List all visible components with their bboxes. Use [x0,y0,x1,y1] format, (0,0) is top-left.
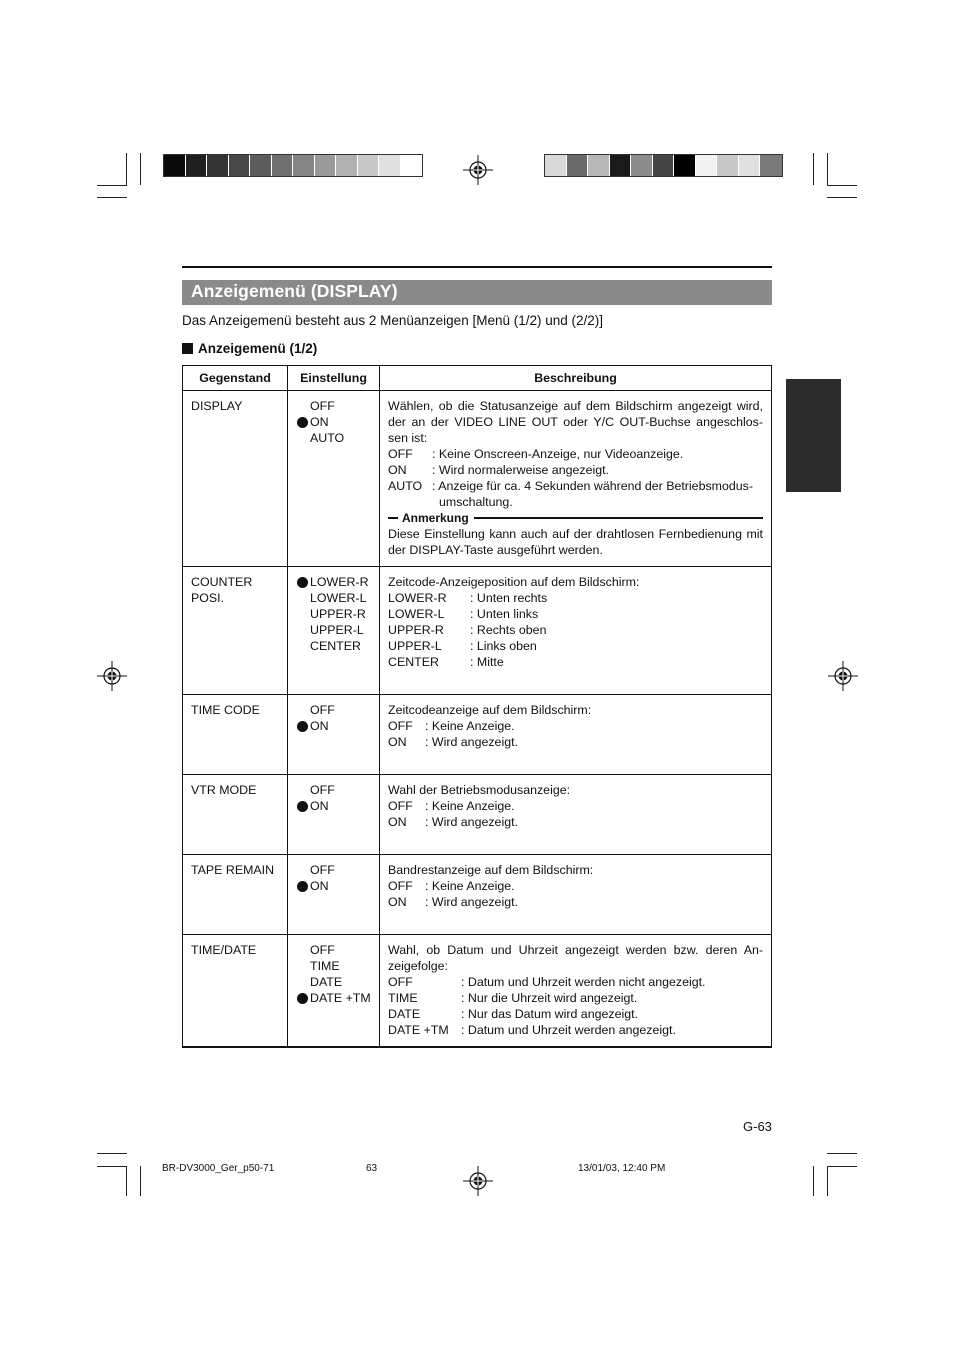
definition-key: AUTO [388,479,423,493]
crop-mark [827,1166,828,1196]
definition-key: LOWER-L [388,607,445,621]
definition-key: OFF [388,879,413,893]
setting-option-label: OFF [310,943,335,957]
color-swatch [315,155,337,176]
setting-option-label: OFF [310,703,335,717]
color-swatch [696,155,718,176]
crop-mark [97,1166,127,1167]
table-row [183,391,772,567]
page-title: Anzeigemenü (DISPLAY) [191,281,398,301]
registration-mark-icon [97,661,127,691]
table-row [183,567,772,695]
table-header-row [183,366,772,391]
setting-option [297,782,379,798]
definition-line [388,654,763,670]
setting-option [297,718,379,734]
definition-value: : Unten links [470,607,539,621]
definition-line [388,446,763,462]
table-row [183,775,772,855]
definition-line [388,814,763,830]
setting-option-label: TIME [310,959,340,973]
crop-mark [140,153,141,185]
crop-mark [97,1153,127,1154]
setting-options [288,935,380,1048]
color-swatch [717,155,739,176]
definition-value: : Unten rechts [470,591,548,605]
color-swatch [186,155,208,176]
definition-value: : Nur das Datum wird angezeigt. [461,1007,638,1021]
default-setting-bullet-icon [297,801,308,812]
setting-option [297,974,379,990]
definition-line [388,718,763,734]
footer-timestamp: 13/01/03, 12:40 PM [578,1163,666,1174]
definition-value: : Mitte [470,655,504,669]
crop-mark [827,185,857,186]
description-lead: Zeitcodeanzeige auf dem Bildschirm: [388,703,592,717]
footer-file: BR-DV3000_Ger_p50-71 [162,1163,275,1174]
note-label: Anmerkung [402,511,469,525]
table-row [183,855,772,935]
definition-key: ON [388,815,407,829]
definition-line [388,894,763,910]
color-swatch [358,155,380,176]
setting-option-label: ON [310,799,329,813]
color-swatch [229,155,251,176]
definition-value: : Anzeige für ca. 4 Sekunden während der Betriebsmodus-umschaltung. [432,479,753,509]
setting-option [297,398,379,414]
definition-line [388,798,763,814]
page-number: G-63 [743,1119,772,1134]
crop-mark [827,197,857,198]
color-swatch [653,155,675,176]
registration-mark-icon [828,661,858,691]
setting-option-label: AUTO [310,431,345,445]
setting-option [297,414,379,430]
header-rule [182,266,772,268]
menu-item-name: TIME CODE [183,695,288,775]
color-calibration-bar-right [544,154,783,177]
color-swatch [401,155,423,176]
crop-mark [97,185,127,186]
color-swatch [567,155,589,176]
setting-option-label: CENTER [310,639,361,653]
color-swatch [164,155,186,176]
definition-line [388,1022,763,1038]
setting-option [297,958,379,974]
setting-option [297,430,379,446]
definition-value: : Keine Anzeige. [425,879,515,893]
menu-item-name: COUNTER POSI. [183,567,288,695]
color-calibration-bar-left [163,154,423,177]
definition-line [388,462,763,478]
default-setting-bullet-icon [297,577,308,588]
color-swatch [379,155,401,176]
definition-value: : Wird angezeigt. [425,815,518,829]
definition-key: ON [388,463,407,477]
definition-key: OFF [388,719,413,733]
setting-option-label: LOWER-R [310,575,369,589]
crop-mark [813,153,814,185]
description-cell [380,855,772,935]
menu-item-name: TIME/DATE [183,935,288,1048]
setting-option [297,622,379,638]
note-dash [388,517,398,519]
setting-option-label: DATE [310,975,343,989]
footer-sheet: 63 [366,1163,378,1174]
definition-value: : Links oben [470,639,537,653]
description-lead: Zeitcode-Anzeigeposition auf dem Bildschirm: [388,575,640,589]
definition-line [388,990,763,1006]
menu-item-name: DISPLAY [183,391,288,567]
table-row [183,935,772,1048]
color-swatch [588,155,610,176]
setting-option [297,574,379,590]
crop-mark [126,1166,127,1196]
color-swatch [545,155,567,176]
subheading-label: Anzeigemenü (1/2) [198,341,318,356]
setting-option [297,798,379,814]
column-header-setting: Einstellung [288,366,380,391]
definition-line [388,878,763,894]
default-setting-bullet-icon [297,417,308,428]
registration-mark-icon [463,155,493,185]
color-swatch [674,155,696,176]
color-swatch [631,155,653,176]
definition-value: : Nur die Uhrzeit wird angezeigt. [461,991,638,1005]
setting-option [297,638,379,654]
description-lead: Wahl der Betriebsmodusanzeige: [388,783,571,797]
definition-key: OFF [388,447,413,461]
definition-line [388,734,763,750]
color-swatch [250,155,272,176]
setting-options [288,391,380,567]
crop-mark [813,1166,814,1196]
setting-option [297,702,379,718]
setting-option-label: OFF [310,783,335,797]
square-bullet-icon [182,343,193,354]
definition-line [388,622,763,638]
default-setting-bullet-icon [297,993,308,1004]
definition-line [388,638,763,654]
setting-option [297,942,379,958]
definition-line [388,1006,763,1022]
description-cell [380,935,772,1048]
description-lead: Wahl, ob Datum und Uhrzeit angezeigt werden bzw. deren An-zeigefolge: [388,943,763,973]
color-swatch [293,155,315,176]
definition-line [388,606,763,622]
setting-option-label: OFF [310,399,335,413]
setting-option [297,878,379,894]
crop-mark [827,1153,857,1154]
description-cell [380,775,772,855]
setting-options [288,567,380,695]
subheading [182,341,317,356]
column-header-item: Gegenstand [183,366,288,391]
definition-value: : Datum und Uhrzeit werden angezeigt. [461,1023,676,1037]
definition-key: LOWER-R [388,591,447,605]
definition-value: : Keine Onscreen-Anzeige, nur Videoanzeige. [432,447,684,461]
color-swatch [739,155,761,176]
setting-option [297,590,379,606]
color-swatch [272,155,294,176]
definition-key: TIME [388,991,418,1005]
note-rule [474,517,763,519]
display-menu-table [182,365,772,1048]
setting-option [297,862,379,878]
menu-item-name: TAPE REMAIN [183,855,288,935]
crop-mark [97,197,127,198]
setting-option [297,990,379,1006]
color-swatch [610,155,632,176]
definition-value: : Rechts oben [470,623,547,637]
description-cell [380,391,772,567]
setting-options [288,855,380,935]
note-heading [388,510,763,526]
definition-line [388,590,763,606]
column-header-description: Beschreibung [380,366,772,391]
setting-option-label: UPPER-L [310,623,364,637]
crop-mark [126,153,127,185]
description-lead: Bandrestanzeige auf dem Bildschirm: [388,863,594,877]
definition-key: UPPER-R [388,623,444,637]
color-swatch [207,155,229,176]
intro-text: Das Anzeigemenü besteht aus 2 Menüanzeigen [Menü (1/2) und (2/2)] [182,313,604,328]
definition-line [388,478,763,510]
definition-key: DATE +TM [388,1023,449,1037]
definition-key: OFF [388,975,413,989]
description-lead: Wählen, ob die Statusanzeige auf dem Bildschirm angezeigt wird, der an der VIDEO LINE OUT oder Y/C OUT-Buchse angeschlos-sen ist: [388,399,763,445]
color-swatch [336,155,358,176]
definition-value: : Wird angezeigt. [425,895,518,909]
description-cell [380,567,772,695]
menu-item-name: VTR MODE [183,775,288,855]
setting-option-label: OFF [310,863,335,877]
definition-key: ON [388,735,407,749]
setting-option-label: ON [310,415,329,429]
setting-option [297,606,379,622]
default-setting-bullet-icon [297,881,308,892]
definition-key: DATE [388,1007,421,1021]
definition-line [388,974,763,990]
definition-key: UPPER-L [388,639,442,653]
setting-option-label: ON [310,879,329,893]
definition-value: : Wird angezeigt. [425,735,518,749]
setting-option-label: ON [310,719,329,733]
description-cell [380,695,772,775]
definition-key: OFF [388,799,413,813]
default-setting-bullet-icon [297,721,308,732]
section-side-tab [786,379,841,492]
table-row [183,695,772,775]
crop-mark [827,1166,857,1167]
crop-mark [140,1166,141,1196]
registration-mark-icon [463,1166,493,1196]
note-text: Diese Einstellung kann auch auf der drahtlosen Fernbedienung mit der DISPLAY-Taste ausgeführt werden. [388,527,763,557]
definition-value: : Keine Anzeige. [425,719,515,733]
title-bar [182,280,772,305]
definition-key: CENTER [388,655,439,669]
definition-value: : Datum und Uhrzeit werden nicht angezeigt. [461,975,706,989]
setting-options [288,695,380,775]
setting-option-label: LOWER-L [310,591,367,605]
setting-option-label: UPPER-R [310,607,366,621]
definition-value: : Keine Anzeige. [425,799,515,813]
setting-option-label: DATE +TM [310,991,371,1005]
definition-value: : Wird normalerweise angezeigt. [432,463,609,477]
definition-key: ON [388,895,407,909]
color-swatch [760,155,782,176]
crop-mark [827,153,828,185]
setting-options [288,775,380,855]
